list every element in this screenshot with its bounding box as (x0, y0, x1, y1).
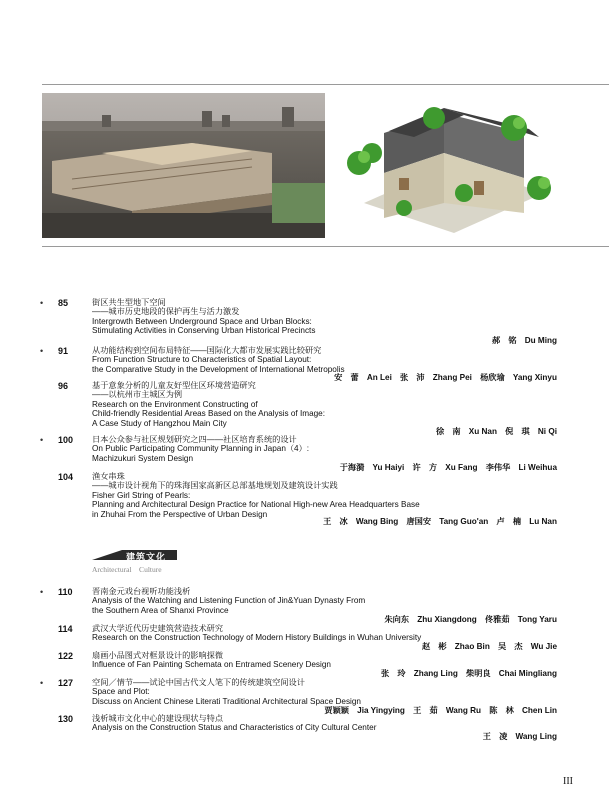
entry-authors: 于海漪 Yu Haiyi 许 方 Xu Fang 李伟华 Li Weihua (339, 463, 557, 472)
entry-authors: 郝 铭 Du Ming (491, 336, 557, 345)
entry-page-number: 85 (58, 298, 69, 308)
entry-title-line: Intergrowth Between Underground Space and Urban Blocks: (92, 316, 312, 326)
entry-page-number: 96 (58, 381, 69, 391)
entry-page-number: 104 (58, 472, 74, 482)
entry-title-line: Planning and Architectural Design Practice for National High-new Area Headquarters Base (92, 500, 420, 510)
entry-bullet: • (40, 298, 44, 308)
entry-page-number: 130 (58, 714, 74, 724)
entry-page-number: 114 (58, 624, 73, 634)
entry-authors: 安 蕾 An Lei 张 沛 Zhang Pei 杨欣瑜 Yang Xinyu (334, 373, 557, 382)
top-rule (42, 84, 609, 85)
entry-title-line: From Function Structure to Characteristics of Spatial Layout: (92, 355, 312, 365)
entry-title-line: 晋南金元戏台视听功能浅析 (92, 587, 191, 596)
entry-title-line: A Case Study of Hangzhou Main City (92, 418, 227, 428)
entry-authors: 徐 南 Xu Nan 倪 琪 Ni Qi (436, 427, 557, 436)
entry-title (92, 651, 562, 670)
entry-title-line: in Zhuhai From the Perspective of Urban Design (92, 509, 268, 519)
entry-page-number: 127 (58, 678, 74, 688)
courtyard-model-illustration (344, 93, 564, 238)
entry-title (92, 587, 562, 615)
railway-station-photo (42, 93, 325, 238)
entry-title-line: Research on the Construction Technology of Modern History Buildings in Wuhan University (92, 633, 422, 643)
entry-title-line: Influence of Fan Painting Schemata on Entramed Scenery Design (92, 660, 331, 670)
entry-title (92, 298, 562, 336)
entry-title-line: ——城市历史地段的保护再生与活力激发 (92, 307, 240, 317)
section-title-cn: 建筑文化 (126, 552, 167, 562)
page-number: III (563, 776, 573, 787)
entry-authors: 贾颖颖 Jia Yingying 王 茹 Wang Ru 陈 林 Chen Lin (324, 706, 557, 715)
entry-title-line: 从功能结构到空间布局特征——国际化大都市发展实践比较研究 (92, 346, 322, 355)
entry-title (92, 714, 562, 733)
entry-title (92, 381, 562, 428)
section-title-en: Architectural Culture (92, 565, 162, 574)
entry-title-line: Analysis of the Watching and Listening Function of Jin&Yuan Dynasty From (92, 596, 366, 606)
entry-title (92, 624, 562, 643)
entry-title (92, 678, 562, 706)
entry-title-line: 日本公众参与社区规划研究之四——社区培育系统的设计 (92, 435, 297, 444)
entry-title-line: 渔女串珠 (92, 472, 125, 481)
entry-bullet: • (40, 678, 44, 688)
railway-station-photo-art (42, 93, 325, 238)
entry-title-line: ——以杭州市主城区为例 (92, 390, 183, 400)
entry-authors: 王 凌 Wang Ling (482, 732, 557, 741)
entry-title-line: Space and Plot: (92, 687, 150, 697)
entry-title-line: 空间／情节——试论中国古代文人笔下的传统建筑空间设计 (92, 678, 305, 687)
entry-page-number: 91 (58, 346, 69, 356)
entry-title-line: the Southern Area of Shanxi Province (92, 605, 229, 615)
entry-title-line: 浅析城市文化中心的建设现状与特点 (92, 714, 224, 723)
entry-title-line: Stimulating Activities in Conserving Urban Historical Precincts (92, 326, 316, 336)
entry-title (92, 346, 562, 374)
entry-title-line: Child-friendly Residential Areas Based on the Analysis of Image: (92, 409, 326, 419)
entry-title (92, 435, 562, 463)
entry-title-line: the Comparative Study in the Development of International Metropolis (92, 364, 345, 374)
entry-title (92, 472, 562, 519)
entry-title-line: ——城市设计视角下的珠海国家高新区总部基地规划及建筑设计实践 (92, 481, 338, 491)
entry-title-line: Fisher Girl String of Pearls: (92, 490, 191, 500)
entry-title-line: On Public Participating Community Planning in Japan（4）: (92, 444, 310, 454)
entry-title-line: Discuss on Ancient Chinese Literati Traditional Architectural Space Design (92, 696, 361, 706)
entry-authors: 赵 彬 Zhao Bin 吴 杰 Wu Jie (422, 642, 557, 651)
entry-title-line: 基于意象分析的儿童友好型住区环境营造研究 (92, 381, 256, 390)
entry-bullet: • (40, 587, 44, 597)
bottom-rule (42, 246, 609, 247)
entry-title-line: Analysis on the Construction Status and Characteristics of City Cultural Center (92, 723, 377, 733)
entry-authors: 张 玲 Zhang Ling 柴明良 Chai Mingliang (380, 669, 557, 678)
entry-page-number: 100 (58, 435, 74, 445)
entry-page-number: 110 (58, 587, 73, 597)
courtyard-model-art (344, 93, 564, 238)
section-heading (92, 546, 212, 576)
entry-title-line: 扇画小品图式对框景设计的影响探微 (92, 651, 224, 660)
entry-title-line: Machizukuri System Design (92, 453, 194, 463)
entry-authors: 朱向东 Zhu Xiangdong 佟雅茹 Tong Yaru (384, 615, 557, 624)
entry-bullet: • (40, 346, 44, 356)
entry-title-line: 街区共生型地下空间 (92, 298, 166, 307)
entry-bullet: • (40, 435, 44, 445)
entry-title-line: 武汉大学近代历史建筑营造技术研究 (92, 624, 224, 633)
entry-page-number: 122 (58, 651, 74, 661)
entry-authors: 王 冰 Wang Bing 唐国安 Tang Guo'an 卢 楠 Lu Nan (323, 517, 557, 526)
entry-title-line: Research on the Environment Constructing of (92, 399, 258, 409)
